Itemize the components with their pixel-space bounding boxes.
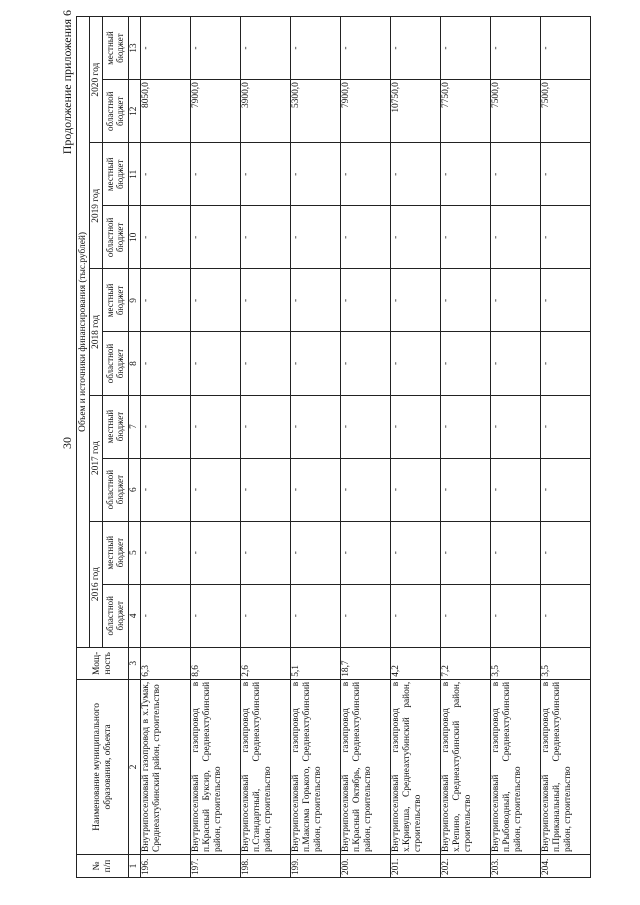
table-row [241,17,291,878]
local-budget-value: - [541,269,591,332]
column-number: 3 [129,647,141,679]
header-year-2020: 2020 год [90,17,103,143]
local-budget-value: - [491,395,541,458]
column-number: 4 [129,584,141,647]
column-number: 9 [129,269,141,332]
table-row [541,17,591,878]
regional-budget-value: - [341,584,391,647]
local-budget-value: - [241,269,291,332]
local-budget-value: - [441,17,491,80]
column-number-row [129,17,141,878]
object-name: Внутрипоселковый газопровод в п.Стандартный, Среднеахтубинский район, строительство [241,679,291,854]
header-name: Наименование муниципального образования, объекта [77,679,129,854]
regional-budget-value: - [241,206,291,269]
table-row [141,17,191,878]
regional-budget-value: - [541,206,591,269]
regional-budget-value: - [291,584,341,647]
regional-budget-value: - [191,584,241,647]
header-local-budget: местный бюджет [103,143,129,206]
column-number: 8 [129,332,141,395]
funding-table [76,16,591,878]
local-budget-value: - [341,143,391,206]
regional-budget-value: - [291,458,341,521]
row-number: 202. [441,854,491,877]
local-budget-value: - [441,395,491,458]
local-budget-value: - [391,143,441,206]
local-budget-value: - [141,17,191,80]
column-number: 2 [129,679,141,854]
header-local-budget: местный бюджет [103,17,129,80]
regional-budget-value: - [191,332,241,395]
object-name: Внутрипоселковый газопровод в х.Кривуша, Среднеахтубинский район, строительство [391,679,441,854]
row-number: 197. [191,854,241,877]
local-budget-value: - [341,521,391,584]
regional-budget-value: - [141,332,191,395]
regional-budget-value: - [441,458,491,521]
local-budget-value: - [291,143,341,206]
column-number: 7 [129,395,141,458]
regional-budget-value: - [191,206,241,269]
local-budget-value: - [391,395,441,458]
header-regional-budget: областной бюджет [103,332,129,395]
local-budget-value: - [291,17,341,80]
row-number: 199. [291,854,341,877]
capacity-value: 3,5 [541,647,591,679]
header-capacity: Мощ-ность [77,647,129,679]
regional-budget-value: - [391,206,441,269]
capacity-value: 7,2 [441,647,491,679]
regional-budget-value: - [441,332,491,395]
local-budget-value: - [191,269,241,332]
table-header [77,17,141,878]
capacity-value: 6,3 [141,647,191,679]
row-number: 204. [541,854,591,877]
local-budget-value: - [491,143,541,206]
local-budget-value: - [241,395,291,458]
capacity-value: 8,6 [191,647,241,679]
regional-budget-value: - [491,584,541,647]
header-year-2018: 2018 год [90,269,103,395]
local-budget-value: - [541,143,591,206]
header-year-2019: 2019 год [90,143,103,269]
header-local-budget: местный бюджет [103,395,129,458]
header-no: № п/п [77,854,129,877]
local-budget-value: - [491,521,541,584]
table-row [441,17,491,878]
local-budget-value: - [541,17,591,80]
column-number: 1 [129,854,141,877]
table-body [141,17,591,878]
column-number: 5 [129,521,141,584]
column-number: 13 [129,17,141,80]
regional-budget-value: - [391,458,441,521]
object-name: Внутрипоселковый газопровод в х.Репино, Среднеахтубинский район, строительство [441,679,491,854]
local-budget-value: - [441,143,491,206]
regional-budget-value: - [291,206,341,269]
capacity-value: 3,5 [491,647,541,679]
local-budget-value: - [241,17,291,80]
regional-budget-value: - [391,332,441,395]
column-number: 6 [129,458,141,521]
row-number: 201. [391,854,441,877]
regional-budget-value: - [541,458,591,521]
regional-budget-value: 10750,0 [391,80,441,143]
regional-budget-value: - [491,206,541,269]
local-budget-value: - [541,395,591,458]
local-budget-value: - [341,17,391,80]
object-name: Внутрипоселковый газопровод в п.Максима Горького, Среднеахтубинский район, строительство [291,679,341,854]
header-regional-budget: областной бюджет [103,458,129,521]
local-budget-value: - [241,143,291,206]
row-number: 198. [241,854,291,877]
local-budget-value: - [291,269,341,332]
header-local-budget: местный бюджет [103,521,129,584]
local-budget-value: - [141,269,191,332]
regional-budget-value: 8050,0 [141,80,191,143]
table-row [341,17,391,878]
regional-budget-value: 5300,0 [291,80,341,143]
table-row [491,17,541,878]
regional-budget-value: - [291,332,341,395]
object-name: Внутрипоселковый газопровод в п.Рыбоводный, Среднеахтубинский район, строительство [491,679,541,854]
rotated-sheet [58,8,618,878]
object-name: Внутрипоселковый газопровод в п.Красный Октябрь, Среднеахтубинский район, строительство [341,679,391,854]
regional-budget-value: 7900,0 [341,80,391,143]
capacity-value: 2,6 [241,647,291,679]
regional-budget-value: 7500,0 [491,80,541,143]
header-year-2017: 2017 год [90,395,103,521]
regional-budget-value: - [541,584,591,647]
local-budget-value: - [141,521,191,584]
page-number: 30 [60,437,74,449]
header-regional-budget: областной бюджет [103,206,129,269]
column-number: 12 [129,80,141,143]
column-number: 11 [129,143,141,206]
regional-budget-value: - [141,584,191,647]
object-name: Внутрипоселковый газопровод в п.Приканальный, Среднеахтубинский район, строительство [541,679,591,854]
regional-budget-value: 7900,0 [191,80,241,143]
regional-budget-value: - [241,584,291,647]
local-budget-value: - [291,395,341,458]
row-number: 196. [141,854,191,877]
regional-budget-value: - [491,332,541,395]
local-budget-value: - [191,395,241,458]
continuation-label: Продолжение приложения 6 [60,10,74,155]
header-regional-budget: областной бюджет [103,584,129,647]
local-budget-value: - [191,521,241,584]
table-row [191,17,241,878]
column-number: 10 [129,206,141,269]
regional-budget-value: - [491,458,541,521]
header-funding-group: Объем и источники финансирования (тыс.рублей) [77,17,90,648]
regional-budget-value: - [391,584,441,647]
table-row [391,17,441,878]
header-local-budget: местный бюджет [103,269,129,332]
capacity-value: 5,1 [291,647,341,679]
object-name: Внутрипоселковый газопровод в п.Красный Буксир, Среднеахтубинский район, строительство [191,679,241,854]
header-regional-budget: областной бюджет [103,80,129,143]
capacity-value: 18,7 [341,647,391,679]
regional-budget-value: - [441,206,491,269]
local-budget-value: - [491,269,541,332]
regional-budget-value: - [541,332,591,395]
regional-budget-value: - [141,206,191,269]
regional-budget-value: - [341,458,391,521]
local-budget-value: - [241,521,291,584]
local-budget-value: - [441,521,491,584]
regional-budget-value: 7500,0 [541,80,591,143]
header-year-2016: 2016 год [90,521,103,647]
regional-budget-value: 3900,0 [241,80,291,143]
local-budget-value: - [291,521,341,584]
regional-budget-value: - [241,332,291,395]
row-number: 203. [491,854,541,877]
local-budget-value: - [391,521,441,584]
regional-budget-value: - [341,332,391,395]
row-number: 200. [341,854,391,877]
local-budget-value: - [391,269,441,332]
local-budget-value: - [441,269,491,332]
local-budget-value: - [191,143,241,206]
local-budget-value: - [141,143,191,206]
regional-budget-value: - [241,458,291,521]
capacity-value: 4,2 [391,647,441,679]
regional-budget-value: 7750,0 [441,80,491,143]
local-budget-value: - [341,395,391,458]
local-budget-value: - [491,17,541,80]
regional-budget-value: - [441,584,491,647]
regional-budget-value: - [141,458,191,521]
local-budget-value: - [341,269,391,332]
local-budget-value: - [391,17,441,80]
regional-budget-value: - [341,206,391,269]
object-name: Внутрипоселковый газопровод в х.Тумак, Среднеахтубинский район, строительство [141,679,191,854]
regional-budget-value: - [191,458,241,521]
table-row [291,17,341,878]
local-budget-value: - [191,17,241,80]
local-budget-value: - [541,521,591,584]
local-budget-value: - [141,395,191,458]
